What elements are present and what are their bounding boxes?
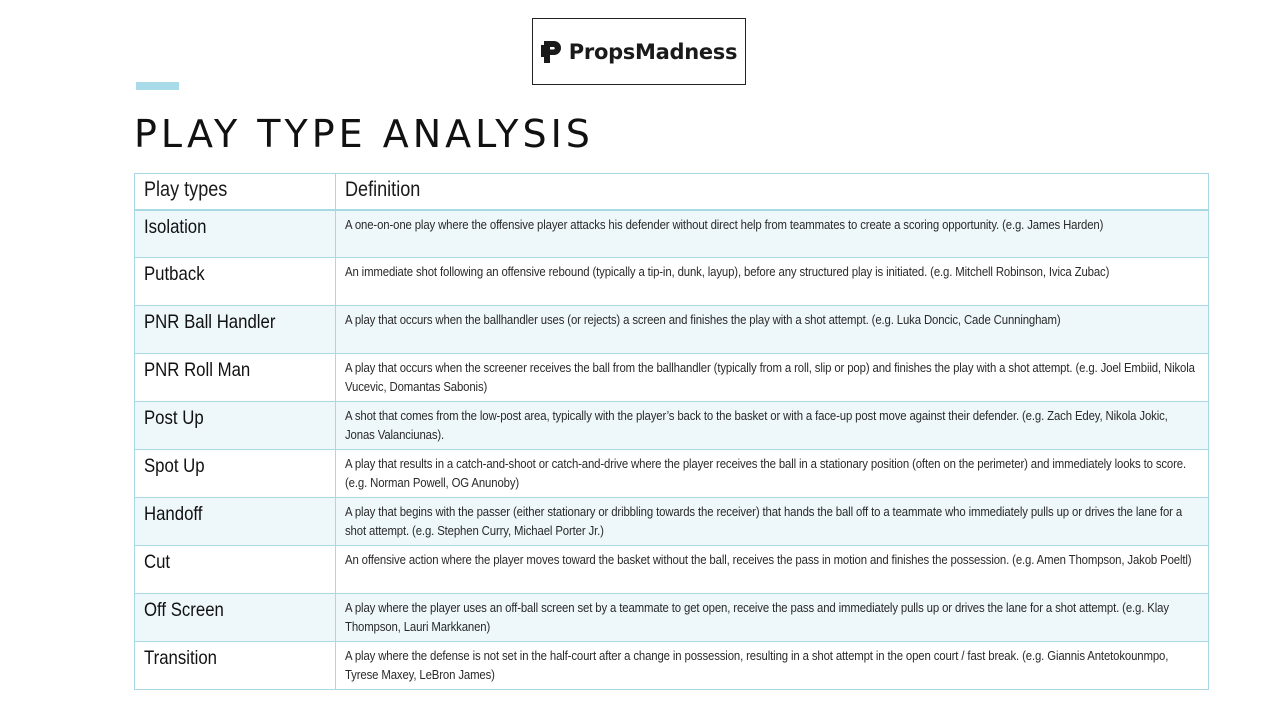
play-type-name: PNR Roll Man [144,359,251,381]
definition-cell [336,258,1209,306]
play-type-cell [135,402,336,450]
header-definition [336,174,1209,210]
definition-cell [336,546,1209,594]
header-play-types [135,174,336,210]
header-definition-label: Definition [345,178,421,201]
table-header-row [135,174,1209,210]
play-type-cell [135,258,336,306]
table-row [135,306,1209,354]
definition-cell [336,402,1209,450]
play-type-name: Handoff [144,503,203,525]
table-row [135,498,1209,546]
definition-cell [336,642,1209,690]
play-type-definition: A one-on-one play where the offensive player attacks his defender without direct help from teammates to create a scoring opportunity. (e.g. James Harden) [345,216,1104,232]
table-row [135,594,1209,642]
play-type-name: PNR Ball Handler [144,311,276,333]
play-type-cell [135,546,336,594]
play-type-definition: An immediate shot following an offensive rebound (typically a tip-in, dunk, layup), before any structured play is initiated. (e.g. Mitchell Robinson, Ivica Zubac) [345,264,1110,279]
table-row [135,210,1209,258]
play-type-definition: A play that occurs when the ballhandler uses (or rejects) a screen and finishes the play with a shot attempt. (e.g. Luka Doncic, Cade Cunningham) [345,312,1061,327]
definition-cell [336,306,1209,354]
table-row [135,354,1209,402]
play-type-name: Transition [144,647,218,669]
play-type-cell [135,450,336,498]
table-row [135,402,1209,450]
play-type-definition: A play that begins with the passer (either stationary or dribbling towards the receiver) that hands the ball off to a teammate who immediately pulls up or drives the lane for a shot attempt. (e.g. Stephen Curry, Michael Porter Jr.) [345,504,1183,538]
play-type-definition: A play that results in a catch-and-shoot or catch-and-drive where the player receives the ball in a stationary position (often on the perimeter) and immediately looks to score. (e.g. Norman Powell, OG Anunoby) [345,456,1187,490]
play-type-name: Cut [144,551,171,573]
propsmadness-logo-icon [541,39,563,65]
definition-cell [336,210,1209,258]
play-type-cell [135,306,336,354]
play-type-cell [135,642,336,690]
play-type-definition: A play where the defense is not set in the half-court after a change in possession, resulting in a shot attempt in the open court / fast break. (e.g. Giannis Antetokounmpo, Tyrese Maxey, LeBron James) [345,648,1169,682]
play-type-name: Post Up [144,407,204,429]
title-accent-bar [136,82,179,90]
definition-cell [336,450,1209,498]
play-type-name: Spot Up [144,455,205,477]
play-type-definition: An offensive action where the player moves toward the basket without the ball, receives the pass in motion and finishes the possession. (e.g. Amen Thompson, Jakob Poeltl) [345,552,1192,567]
play-type-definition: A play that occurs when the screener receives the ball from the ballhandler (typically from a roll, slip or pop) and finishes the play with a shot attempt. (e.g. Joel Embiid, Nikola Vucevic, Domantas Sabonis) [345,360,1195,394]
play-type-cell [135,498,336,546]
play-type-table [134,173,1209,690]
play-type-definition: A shot that comes from the low-post area, typically with the player’s back to the basket or with a face-up post move against their defender. (e.g. Zach Edey, Nikola Jokic, Jonas Valanciunas). [345,408,1168,442]
header-play-types-label: Play types [144,178,228,201]
table-row [135,258,1209,306]
play-type-name: Off Screen [144,599,224,621]
brand-logo [532,18,746,85]
play-type-table-container [134,173,1208,690]
table-row [135,546,1209,594]
definition-cell [336,594,1209,642]
play-type-cell [135,594,336,642]
table-body [135,210,1209,690]
table-row [135,642,1209,690]
play-type-cell [135,354,336,402]
definition-cell [336,354,1209,402]
page-title: PLAY TYPE ANALYSIS [134,112,594,156]
play-type-definition: A play where the player uses an off-ball screen set by a teammate to get open, receive the pass and immediately pulls up or drives the lane for a shot attempt. (e.g. Klay Thompson, Lauri Markkanen) [345,600,1169,634]
definition-cell [336,498,1209,546]
table-row [135,450,1209,498]
brand-name: PropsMadness [568,39,738,64]
play-type-name: Putback [144,263,205,285]
play-type-name: Isolation [144,215,207,238]
play-type-cell [135,210,336,258]
